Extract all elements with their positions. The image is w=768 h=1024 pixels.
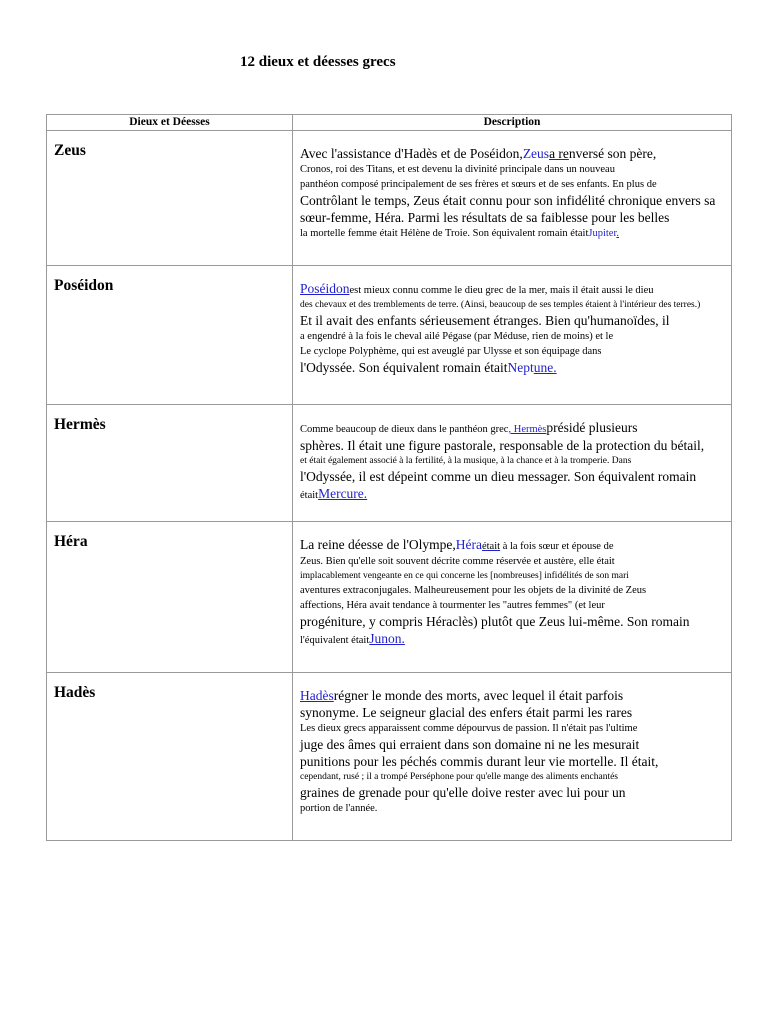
description-line xyxy=(300,209,731,226)
description-line xyxy=(300,145,731,162)
description-line xyxy=(300,613,731,630)
description-line xyxy=(300,454,731,468)
description-line xyxy=(300,226,731,241)
description-line xyxy=(300,437,731,454)
description-line xyxy=(300,770,731,784)
description-text: régner le monde des morts, avec lequel il était parfois xyxy=(333,688,624,703)
description-text: et était également associé à la fertilité, à la musique, à la chance et à la tromperie. Dans xyxy=(300,456,632,466)
table-row xyxy=(47,522,732,673)
god-name-cell xyxy=(47,131,293,266)
table-header-row xyxy=(47,115,732,131)
description-line xyxy=(300,298,731,312)
description-line xyxy=(300,753,731,770)
description-cell xyxy=(293,266,732,405)
description-line xyxy=(300,569,731,583)
god-link[interactable]: . xyxy=(616,228,619,239)
description-line xyxy=(300,359,731,376)
description-text: Comme beaucoup de dieux dans le panthéon grec xyxy=(300,424,509,435)
god-name-cell xyxy=(47,522,293,673)
description-text: Zeus. Bien qu'elle soit souvent décrite comme réservée et austère, elle était xyxy=(300,556,615,567)
god-name: Poséidon xyxy=(54,277,114,294)
description-line xyxy=(300,312,731,329)
god-name: Héra xyxy=(54,533,88,550)
god-name: Zeus xyxy=(54,142,86,159)
description-text: sphères. Il était une figure pastorale, responsable de la protection du bétail, xyxy=(300,438,705,453)
god-link[interactable]: Junon. xyxy=(369,631,405,646)
description-text: cependant, rusé ; il a trompé Perséphone pour qu'elle mange des aliments enchantés xyxy=(300,772,619,782)
description-text: synonyme. Le seigneur glacial des enfers était parmi les rares xyxy=(300,705,633,720)
header-gods: Dieux et Déesses xyxy=(47,115,293,131)
table-row xyxy=(47,266,732,405)
description-line xyxy=(300,468,731,485)
description-text: Les dieux grecs apparaissent comme dépourvus de passion. Il n'était pas l'ultime xyxy=(300,723,638,734)
description-text: panthéon composé principalement de ses frères et sœurs et de ses enfants. En plus de xyxy=(300,179,657,190)
description-text: affections, Héra avait tendance à tourmenter les "autres femmes" (et leur xyxy=(300,600,605,611)
gods-table xyxy=(46,114,732,841)
description-cell xyxy=(293,673,732,841)
description xyxy=(293,673,731,816)
god-link[interactable]: , Hermès xyxy=(508,424,547,435)
description-text: juge des âmes qui erraient dans son domaine ni ne les mesurait xyxy=(300,737,640,752)
god-name-cell xyxy=(47,405,293,522)
header-description: Description xyxy=(293,115,732,131)
description-text: l'équivalent était xyxy=(300,635,370,646)
description xyxy=(293,266,731,376)
god-link[interactable]: une. xyxy=(533,360,557,375)
table-row xyxy=(47,405,732,522)
description-line xyxy=(300,280,731,298)
table-body xyxy=(47,131,732,841)
description-text: Cronos, roi des Titans, et est devenu la divinité principale dans un nouveau xyxy=(300,164,615,175)
description-text: était xyxy=(481,541,501,552)
god-name-cell xyxy=(47,266,293,405)
description-text: graines de grenade pour qu'elle doive rester avec lui pour un xyxy=(300,785,626,800)
description-line xyxy=(300,344,731,359)
document-title: 12 dieux et déesses grecs xyxy=(240,54,396,70)
description-text: l'Odyssée. Son équivalent romain était xyxy=(300,360,508,375)
description-line xyxy=(300,192,731,209)
description-line xyxy=(300,687,731,704)
description-text: punitions pour les péchés commis durant leur vie mortelle. Il était, xyxy=(300,754,659,769)
description-line xyxy=(300,583,731,598)
description-line xyxy=(300,721,731,736)
description xyxy=(293,131,731,241)
description-text: présidé plusieurs xyxy=(546,420,638,435)
description-line xyxy=(300,784,731,801)
description-text: aventures extraconjugales. Malheureusement pour les objets de la divinité de Zeus xyxy=(300,585,647,596)
description-line xyxy=(300,630,731,648)
god-link[interactable]: Héra xyxy=(455,537,482,552)
god-link[interactable]: Poséidon xyxy=(300,281,350,296)
description-text: Contrôlant le temps, Zeus était connu pour son infidélité chronique envers sa xyxy=(300,193,716,208)
description xyxy=(293,522,731,648)
description-text: Le cyclope Polyphème, qui est aveuglé par Ulysse et son équipage dans xyxy=(300,346,602,357)
description-text: portion de l'année. xyxy=(300,803,378,814)
description-line xyxy=(300,329,731,344)
description-text: à la fois sœur et épouse de xyxy=(500,541,614,552)
description-text: implacablement vengeante en ce qui concerne les [nombreuses] infidélités de son mari xyxy=(300,571,629,581)
description-text: a re xyxy=(549,146,569,161)
description-line xyxy=(300,485,731,503)
god-link[interactable]: Hadès xyxy=(300,688,334,703)
description-line xyxy=(300,598,731,613)
table-row xyxy=(47,131,732,266)
description-line xyxy=(300,536,731,554)
god-link[interactable]: Jupiter xyxy=(588,228,617,239)
description-line xyxy=(300,177,731,192)
god-name: Hermès xyxy=(54,416,106,433)
description-text: nversé son père, xyxy=(568,146,657,161)
description-text: sœur-femme, Héra. Parmi les résultats de sa faiblesse pour les belles xyxy=(300,210,670,225)
description xyxy=(293,405,731,503)
description-cell xyxy=(293,405,732,522)
description-text: La reine déesse de l'Olympe, xyxy=(300,537,456,552)
god-name: Hadès xyxy=(54,684,96,701)
god-name-cell xyxy=(47,673,293,841)
description-text: l'Odyssée, il est dépeint comme un dieu messager. Son équivalent romain xyxy=(300,469,697,484)
description-text: Et il avait des enfants sérieusement étranges. Bien qu'humanoïdes, il xyxy=(300,313,670,328)
god-link[interactable]: Zeus xyxy=(522,146,550,161)
description-text: des chevaux et des tremblements de terre. (Ainsi, beaucoup de ses temples étaient à l'intérieur des terres.) xyxy=(300,300,701,310)
description-text: Avec l'assistance d'Hadès et de Poséidon, xyxy=(300,146,523,161)
description-text: la mortelle femme était Hélène de Troie. Son équivalent romain était xyxy=(300,228,589,239)
description-line xyxy=(300,419,731,437)
description-line xyxy=(300,736,731,753)
description-cell xyxy=(293,131,732,266)
description-cell xyxy=(293,522,732,673)
description-text: progéniture, y compris Héraclès) plutôt que Zeus lui-même. Son romain xyxy=(300,614,690,629)
description-line xyxy=(300,704,731,721)
description-text: est mieux connu comme le dieu grec de la mer, mais il était aussi le dieu xyxy=(349,285,654,296)
description-line xyxy=(300,162,731,177)
god-link[interactable]: Mercure. xyxy=(318,486,368,501)
description-text: était xyxy=(300,490,319,501)
description-line xyxy=(300,801,731,816)
god-link[interactable]: Nept xyxy=(507,360,534,375)
description-text: a engendré à la fois le cheval ailé Pégase (par Méduse, rien de moins) et le xyxy=(300,331,614,342)
table-row xyxy=(47,673,732,841)
description-line xyxy=(300,554,731,569)
